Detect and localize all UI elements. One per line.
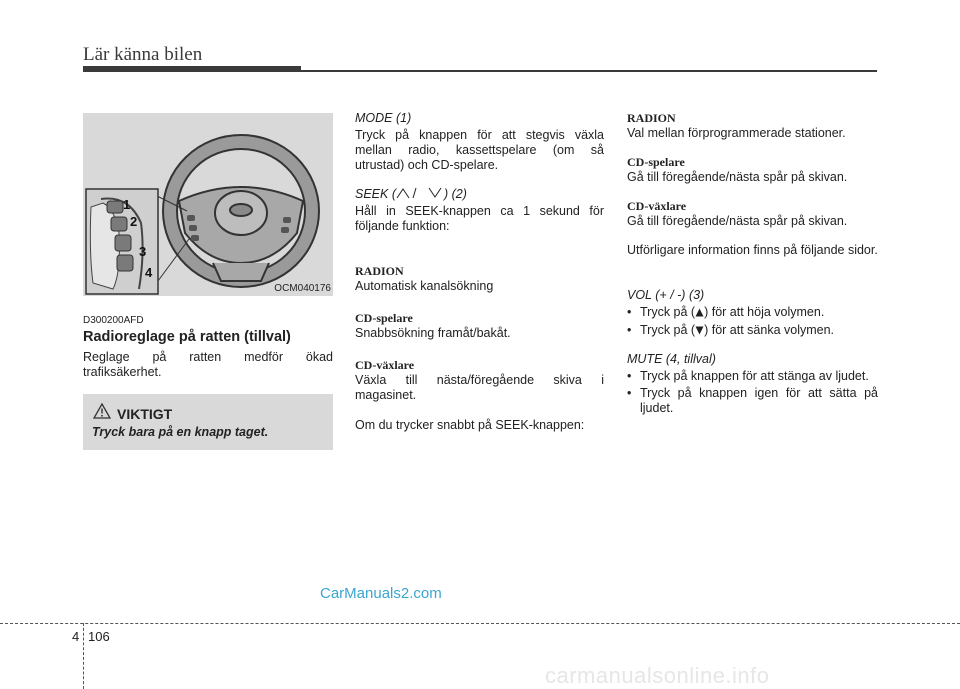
right-cdx-text: Gå till föregående/nästa spår på skivan.: [627, 214, 848, 228]
mid-cd-heading: CD-spelare: [355, 311, 413, 325]
warning-text: Tryck bara på en knapp taget.: [92, 425, 269, 439]
mid-radio-heading: RADION: [355, 264, 404, 278]
figure-code: OCM040176: [274, 283, 331, 294]
header-rule-thick: [83, 66, 301, 72]
footer-vertical-rule: [83, 623, 84, 689]
mode-heading: MODE (1): [355, 111, 412, 125]
mid-cd-text: Snabbsökning framåt/bakåt.: [355, 326, 511, 340]
callout-4: 4: [145, 265, 153, 280]
right-column: [627, 111, 878, 416]
page-number: 106: [88, 629, 110, 644]
up-triangle-icon: [695, 308, 704, 317]
seek-text: Håll in SEEK-knappen ca 1 sekund för följande funktion:: [355, 204, 604, 233]
mid-cdx-heading: CD-växlare: [355, 358, 415, 372]
warning-box: [83, 394, 333, 450]
seek-heading: [355, 187, 604, 202]
steering-wheel-illustration: [83, 113, 333, 296]
right-radio-text: Val mellan förprogrammerade stationer.: [627, 126, 846, 140]
steering-wheel-figure: [83, 113, 333, 296]
right-radio-heading: RADION: [627, 111, 676, 125]
callout-2: 2: [130, 214, 138, 229]
section-body: Reglage på ratten medför ökad trafiksäkerhet.: [83, 350, 333, 379]
warning-triangle-icon: [93, 403, 111, 419]
right-cd-heading: CD-spelare: [627, 155, 685, 169]
vol-down-item: [627, 323, 878, 338]
vol-heading: VOL (+ / -) (3): [627, 288, 705, 302]
vol-up-text-end: ) för att höja volymen.: [704, 305, 825, 319]
right-cdx-heading: CD-växlare: [627, 199, 687, 213]
vol-up-text-start: Tryck på (: [640, 305, 696, 319]
section-title: Radioreglage på ratten (tillval): [83, 329, 291, 345]
vol-down-text-end: ) för att sänka volymen.: [704, 323, 835, 337]
mute-item-2: • Tryck på knappen igen för att sätta på ljudet.: [627, 386, 878, 416]
quick-press-text: Om du trycker snabbt på SEEK-knappen:: [355, 418, 585, 432]
middle-column: [355, 111, 604, 433]
mute-item-1: • Tryck på knappen för att stänga av ljudet.: [627, 369, 878, 384]
section-code: D300200AFD: [83, 315, 144, 326]
right-cd-text: Gå till föregående/nästa spår på skivan.: [627, 170, 848, 184]
footer-rule: [0, 623, 960, 624]
header-rule-thin: [301, 70, 877, 72]
callout-3: 3: [139, 244, 147, 259]
seek-heading-end: ) (2): [444, 187, 467, 201]
chapter-title: Lär känna bilen: [83, 44, 203, 65]
mute-heading: MUTE (4, tillval): [627, 352, 716, 366]
chapter-number: 4: [72, 629, 80, 644]
more-info-text: Utförligare information finns på följande sidor.: [627, 243, 878, 257]
site-watermark: carmanualsonline.info: [545, 663, 770, 688]
mid-cdx-text: Växla till nästa/föregående skiva i magasinet.: [355, 373, 604, 402]
seek-up-icon: [396, 187, 428, 199]
seek-heading-start: SEEK (: [355, 187, 396, 201]
mode-text: Tryck på knappen för att stegvis växla mellan radio, kassettspelare (om så utrustad) och CD-spelare.: [355, 128, 604, 172]
warning-title: VIKTIGT: [117, 406, 173, 422]
callout-1: 1: [123, 197, 131, 212]
mid-radio-text: Automatisk kanalsökning: [355, 279, 494, 293]
vol-up-item: [627, 305, 878, 320]
vol-down-text-start: Tryck på (: [640, 323, 696, 337]
seek-down-icon: [428, 187, 444, 199]
down-triangle-icon: [695, 326, 704, 335]
watermark-link[interactable]: CarManuals2.com: [320, 585, 442, 602]
